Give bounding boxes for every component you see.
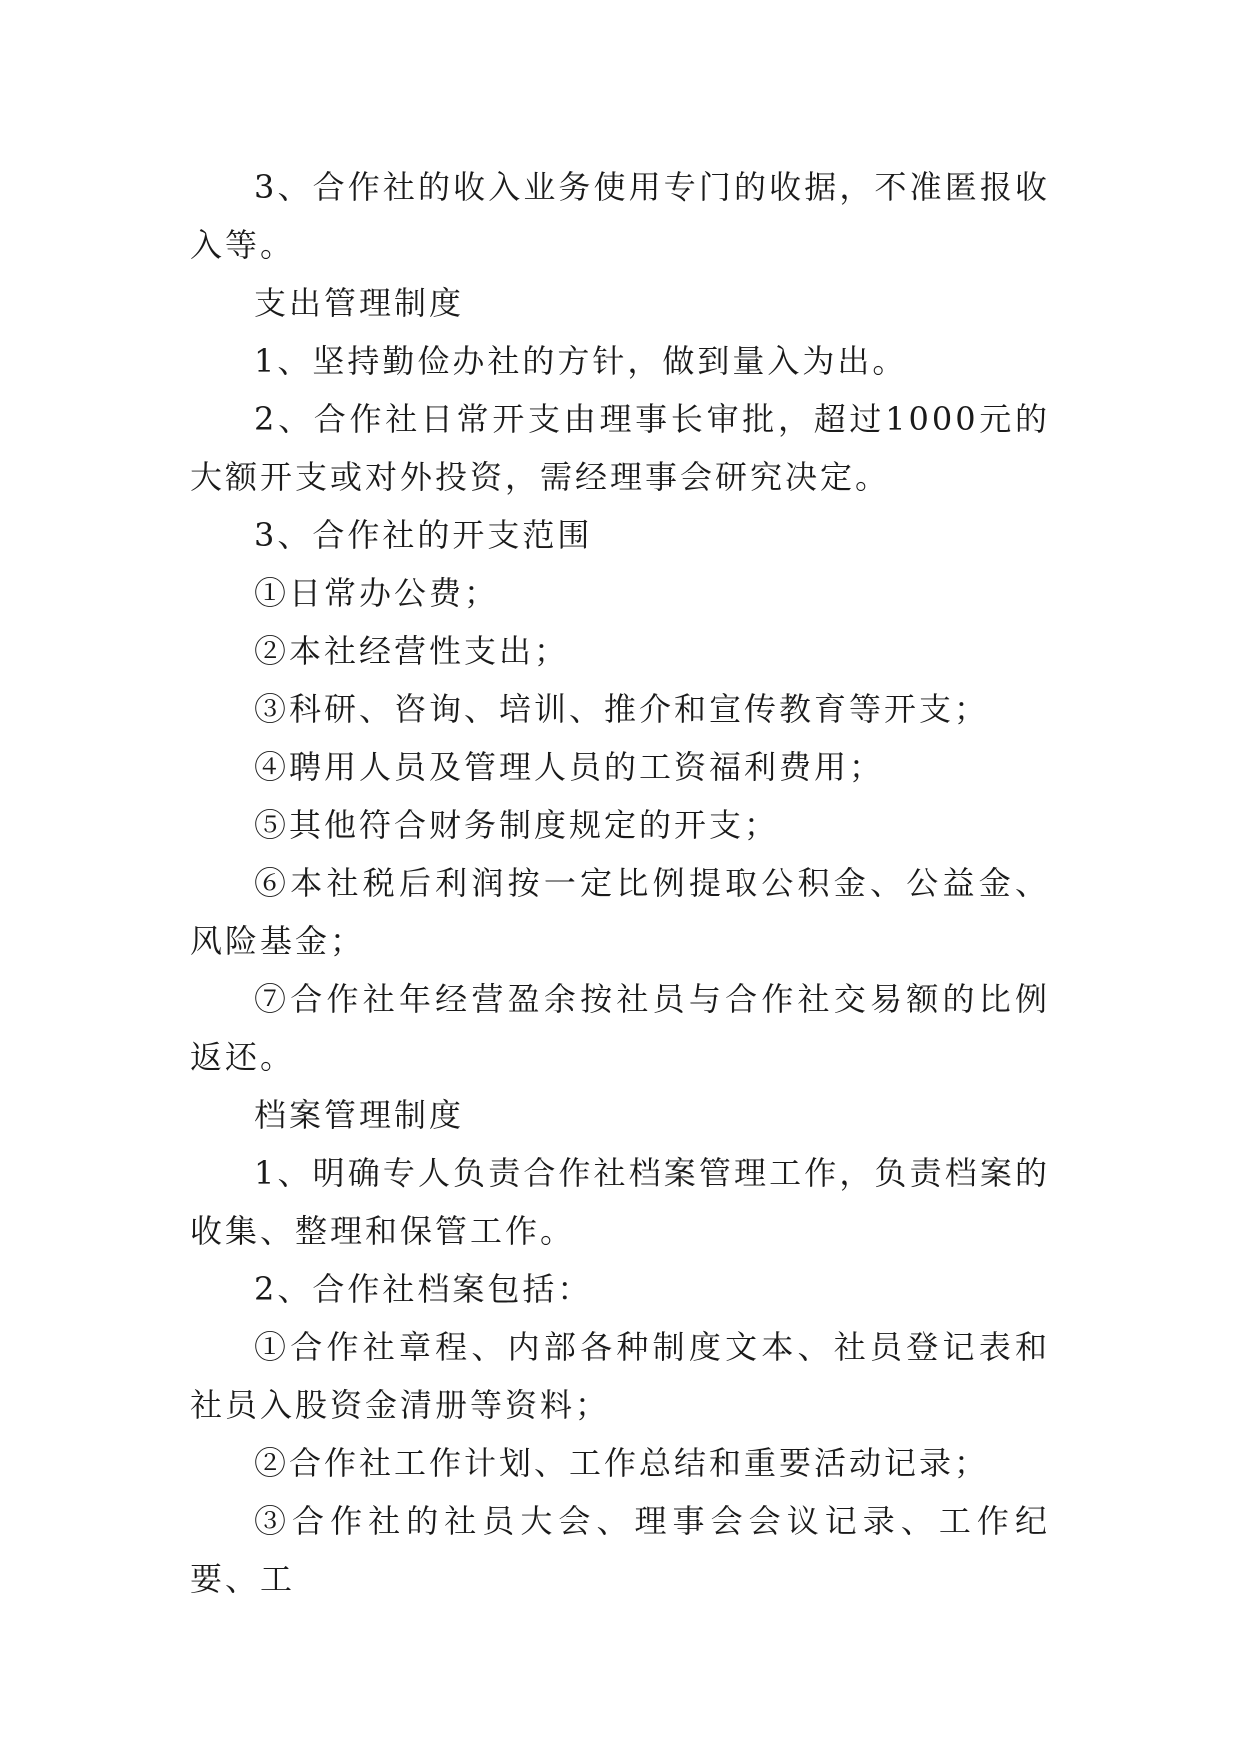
heading-archive-management: 档案管理制度 [254, 1096, 465, 1134]
paragraph-archive-1: 1、明确专人负责合作社档案管理工作，负责档案的收集、整理和保管工作。 [190, 1154, 1050, 1250]
list-item-archive-3: ③合作社的社员大会、理事会会议记录、工作纪要、工 [190, 1502, 1050, 1598]
list-item-expenditure-7: ⑦合作社年经营盈余按社员与合作社交易额的比例返还。 [190, 980, 1050, 1076]
list-item-expenditure-6: ⑥本社税后利润按一定比例提取公积金、公益金、风险基金； [190, 864, 1050, 960]
list-item-expenditure-1: ①日常办公费； [254, 574, 500, 612]
heading-expenditure-management: 支出管理制度 [254, 284, 465, 322]
paragraph-expenditure-1: 1、坚持勤俭办社的方针，做到量入为出。 [254, 342, 908, 380]
paragraph-income-receipts: 3、合作社的收入业务使用专门的收据，不准匿报收入等。 [190, 168, 1050, 264]
list-item-expenditure-3: ③科研、咨询、培训、推介和宣传教育等开支； [254, 690, 990, 728]
paragraph-archive-2: 2、合作社档案包括： [254, 1270, 593, 1308]
list-item-archive-2: ②合作社工作计划、工作总结和重要活动记录； [254, 1444, 990, 1482]
list-item-archive-1: ①合作社章程、内部各种制度文本、社员登记表和社员入股资金清册等资料； [190, 1328, 1050, 1424]
list-item-expenditure-5: ⑤其他符合财务制度规定的开支； [254, 806, 780, 844]
document-body [190, 158, 1050, 1608]
list-item-expenditure-2: ②本社经营性支出； [254, 632, 570, 670]
paragraph-expenditure-3: 3、合作社的开支范围 [254, 516, 593, 554]
paragraph-expenditure-2: 2、合作社日常开支由理事长审批，超过1000元的大额开支或对外投资，需经理事会研究决定。 [190, 400, 1050, 496]
list-item-expenditure-4: ④聘用人员及管理人员的工资福利费用； [254, 748, 885, 786]
